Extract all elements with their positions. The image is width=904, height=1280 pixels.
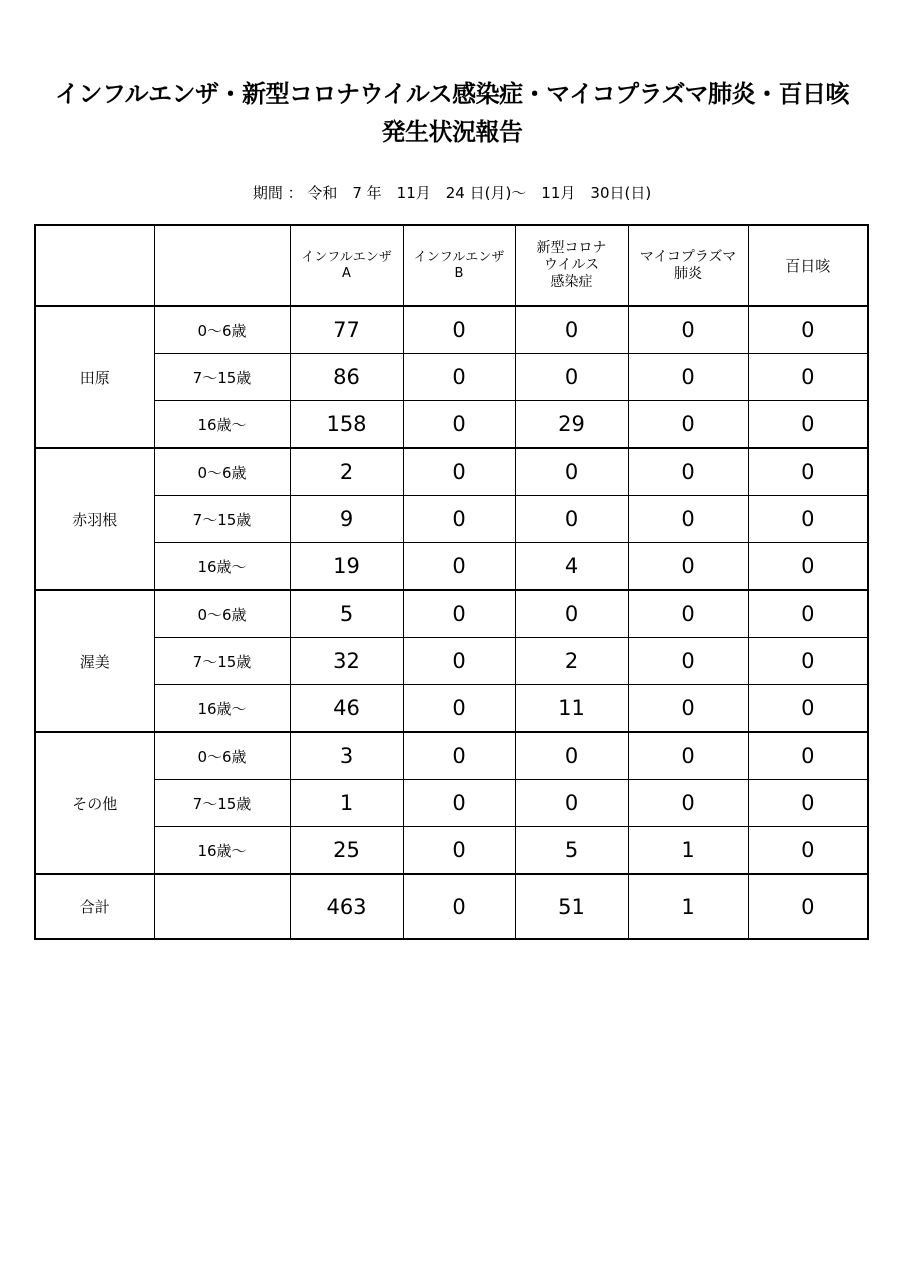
report-title-line1: インフルエンザ・新型コロナウイルス感染症・マイコプラズマ肺炎・百日咳 — [55, 80, 849, 108]
count-cell: 0 — [515, 732, 628, 780]
count-cell: 0 — [748, 401, 868, 449]
count-cell: 0 — [403, 638, 515, 685]
count-cell: 3 — [290, 732, 403, 780]
area-name: 赤羽根 — [35, 448, 154, 590]
count-cell: 0 — [515, 590, 628, 638]
count-cell: 0 — [748, 732, 868, 780]
count-cell: 0 — [628, 448, 748, 496]
area-name: 田原 — [35, 306, 154, 448]
count-cell: 77 — [290, 306, 403, 354]
age-group: 0～6歳 — [154, 306, 290, 354]
count-cell: 0 — [403, 543, 515, 591]
count-cell: 0 — [748, 780, 868, 827]
count-cell: 4 — [515, 543, 628, 591]
age-group: 0～6歳 — [154, 448, 290, 496]
age-group: 16歳～ — [154, 827, 290, 875]
count-cell: 0 — [628, 732, 748, 780]
table-row — [35, 638, 868, 685]
table-row — [35, 496, 868, 543]
count-cell: 0 — [403, 732, 515, 780]
count-cell: 0 — [748, 306, 868, 354]
count-cell: 0 — [515, 306, 628, 354]
count-cell: 0 — [628, 685, 748, 733]
area-name: 渥美 — [35, 590, 154, 732]
total-cell: 1 — [628, 874, 748, 939]
count-cell: 9 — [290, 496, 403, 543]
report-title-line2: 発生状況報告 — [381, 118, 523, 146]
age-group: 7～15歳 — [154, 496, 290, 543]
count-cell: 0 — [628, 638, 748, 685]
count-cell: 0 — [628, 590, 748, 638]
count-cell: 86 — [290, 354, 403, 401]
count-cell: 0 — [403, 306, 515, 354]
count-cell: 0 — [748, 543, 868, 591]
count-cell: 0 — [628, 354, 748, 401]
total-cell: 0 — [748, 874, 868, 939]
count-cell: 0 — [628, 496, 748, 543]
count-cell: 0 — [628, 543, 748, 591]
table-row — [35, 685, 868, 733]
count-cell: 0 — [403, 496, 515, 543]
report-table — [34, 224, 869, 940]
count-cell: 0 — [403, 780, 515, 827]
count-cell: 0 — [748, 590, 868, 638]
total-row — [35, 874, 868, 939]
count-cell: 0 — [748, 448, 868, 496]
count-cell: 0 — [628, 780, 748, 827]
header-pertussis: 百日咳 — [748, 225, 868, 306]
count-cell: 0 — [748, 827, 868, 875]
age-group: 16歳～ — [154, 401, 290, 449]
count-cell: 0 — [403, 827, 515, 875]
header-influenza-a: インフルエンザ A — [290, 225, 403, 306]
count-cell: 0 — [628, 401, 748, 449]
header-age-cell — [154, 225, 290, 306]
table-row — [35, 543, 868, 591]
table-row — [35, 401, 868, 449]
table-row — [35, 780, 868, 827]
age-group: 7～15歳 — [154, 638, 290, 685]
count-cell: 32 — [290, 638, 403, 685]
count-cell: 5 — [515, 827, 628, 875]
age-group: 0～6歳 — [154, 732, 290, 780]
total-label: 合計 — [35, 874, 154, 939]
count-cell: 0 — [403, 590, 515, 638]
total-cell: 0 — [403, 874, 515, 939]
count-cell: 0 — [515, 496, 628, 543]
count-cell: 2 — [515, 638, 628, 685]
count-cell: 0 — [403, 354, 515, 401]
count-cell: 11 — [515, 685, 628, 733]
count-cell: 0 — [748, 685, 868, 733]
count-cell: 29 — [515, 401, 628, 449]
count-cell: 0 — [515, 354, 628, 401]
header-covid: 新型コロナ ウイルス 感染症 — [515, 225, 628, 306]
table-row — [35, 448, 868, 496]
age-group: 7～15歳 — [154, 354, 290, 401]
table-row — [35, 306, 868, 354]
total-cell: 463 — [290, 874, 403, 939]
header-row — [35, 225, 868, 306]
age-group: 16歳～ — [154, 685, 290, 733]
table-row — [35, 590, 868, 638]
table-row — [35, 354, 868, 401]
count-cell: 0 — [403, 448, 515, 496]
age-group: 7～15歳 — [154, 780, 290, 827]
count-cell: 19 — [290, 543, 403, 591]
count-cell: 0 — [748, 496, 868, 543]
count-cell: 0 — [515, 780, 628, 827]
total-age-empty — [154, 874, 290, 939]
header-area-cell — [35, 225, 154, 306]
report-period: 期間 ： 令和 7 年 11月 24 日(月)～ 11月 30日(日) — [252, 184, 652, 202]
count-cell: 0 — [748, 638, 868, 685]
count-cell: 1 — [628, 827, 748, 875]
age-group: 16歳～ — [154, 543, 290, 591]
count-cell: 5 — [290, 590, 403, 638]
age-group: 0～6歳 — [154, 590, 290, 638]
area-name: その他 — [35, 732, 154, 874]
header-mycoplasma: マイコプラズマ 肺炎 — [628, 225, 748, 306]
count-cell: 1 — [290, 780, 403, 827]
count-cell: 0 — [403, 685, 515, 733]
count-cell: 46 — [290, 685, 403, 733]
count-cell: 0 — [628, 306, 748, 354]
count-cell: 0 — [748, 354, 868, 401]
table-row — [35, 732, 868, 780]
count-cell: 0 — [515, 448, 628, 496]
total-cell: 51 — [515, 874, 628, 939]
count-cell: 0 — [403, 401, 515, 449]
count-cell: 2 — [290, 448, 403, 496]
count-cell: 25 — [290, 827, 403, 875]
table-row — [35, 827, 868, 875]
count-cell: 158 — [290, 401, 403, 449]
header-influenza-b: インフルエンザ B — [403, 225, 515, 306]
